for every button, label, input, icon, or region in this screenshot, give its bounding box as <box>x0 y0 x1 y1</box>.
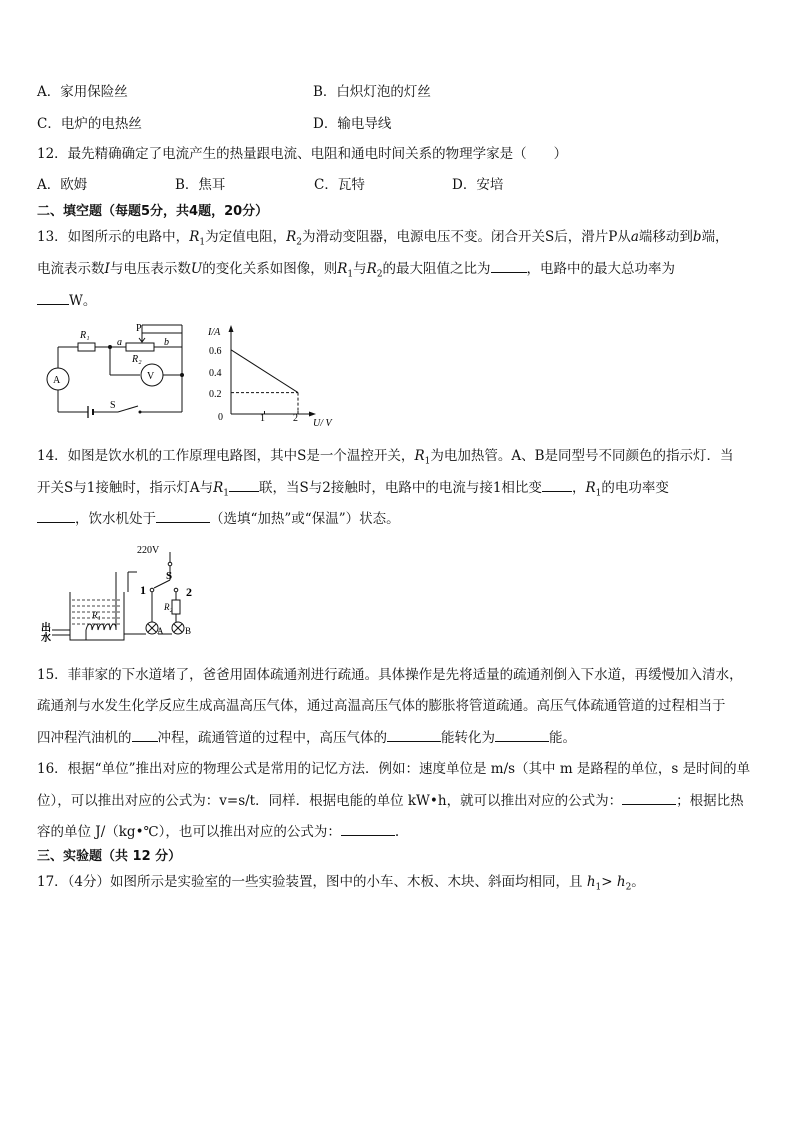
y-tick-label: 0 <box>218 412 223 423</box>
answer-blank[interactable] <box>229 478 259 492</box>
q13-var-u: U <box>190 261 203 277</box>
q15-line-2: 疏通剂与水发生化学反应生成高温高压气体，通过高温高压气体的膨胀将管道疏通。高压气体疏通管道的过程相当于 <box>37 698 726 714</box>
q12-option-c: C．瓦特 <box>314 177 365 193</box>
q14-sub: 1 <box>223 488 229 499</box>
q13-sub: 1 <box>347 269 354 280</box>
q14-text: 14．如图是饮水机的工作原理电路图，其中S是一个温控开关， <box>37 448 415 464</box>
q13-var-r1: R <box>189 229 200 245</box>
answer-blank[interactable] <box>491 259 527 273</box>
label-r1: R₁ <box>80 330 90 341</box>
x-axis-arrow-icon <box>309 412 316 417</box>
answer-blank[interactable] <box>622 791 676 805</box>
q15-text: 能转化为 <box>441 730 495 746</box>
q17-var-h2: h <box>616 874 626 890</box>
q14-var-r1: R <box>585 480 596 496</box>
answer-blank[interactable] <box>387 728 441 742</box>
graph-y-label: I/A <box>208 327 221 338</box>
q17-text: 。 <box>631 874 645 890</box>
q13-var-b: b <box>692 229 702 245</box>
q14-text: 开关S与1接触时，指示灯A与 <box>37 480 214 496</box>
q13-text: 与电压表示数 <box>109 261 191 277</box>
q13-text: 端， <box>701 229 729 245</box>
resistor-r1 <box>78 343 95 351</box>
label-lamp-a: A <box>157 626 164 636</box>
answer-blank[interactable] <box>37 509 75 523</box>
label-2: 2 <box>186 585 192 599</box>
q13-text: 13．如图所示的电路中， <box>37 229 190 245</box>
q14-text: （选填“加热”或“保温”）状态。 <box>210 511 400 527</box>
q17-var-h1: h <box>586 874 596 890</box>
q13-text: 为定值电阻， <box>205 229 287 245</box>
q11-option-d: D．输电导线 <box>313 116 392 132</box>
label-a: a <box>117 337 122 348</box>
q14-sub: 1 <box>595 488 602 499</box>
q16-text: ；根据比热 <box>676 793 744 809</box>
q17-text: > <box>601 874 617 890</box>
q13-circuit-diagram <box>38 320 190 422</box>
y-tick-label: 0.2 <box>209 389 222 400</box>
q14-text: 为电加热管。A、B是同型号不同颜色的指示灯．当 <box>430 448 734 464</box>
x-tick-label: 2 <box>293 413 298 424</box>
q16-text: 容的单位 J/（kg•℃），也可以推出对应的公式为： <box>37 824 341 840</box>
graph-x-label: U/ V <box>313 418 332 429</box>
answer-blank[interactable] <box>495 728 549 742</box>
q12-option-b: B．焦耳 <box>175 177 226 193</box>
q13-text: 电流表示数 <box>37 261 105 277</box>
q13-var-a: a <box>630 229 639 245</box>
label-220v: 220V <box>137 545 160 556</box>
q13-var-r1: R <box>337 261 348 277</box>
label-water-outlet: 出水 <box>38 622 50 642</box>
label-lamp-b: B <box>185 626 192 636</box>
q16-line-2 <box>37 791 744 810</box>
q13-text: 的最大阻值之比为 <box>382 261 491 277</box>
q16-line-1: 16．根据“单位”推出对应的物理公式是常用的记忆方法．例如：速度单位是 m/s（其中 m 是路程的单位，s 是时间的单 <box>37 761 751 777</box>
q13-sub: 2 <box>296 237 302 248</box>
resistor-r2 <box>172 600 180 614</box>
q15-text: 冲程，疏通管道的过程中，高压气体的 <box>157 730 387 746</box>
iu-data-line <box>231 350 298 393</box>
q14-water-dispenser-circuit <box>38 542 204 652</box>
q14-text: ，饮水机处于 <box>75 511 156 527</box>
q17-sub: 2 <box>625 882 632 893</box>
label-p: P <box>136 323 142 334</box>
q12-option-d: D．安培 <box>452 177 504 193</box>
q15-line-3 <box>37 728 576 747</box>
q14-var-r1: R <box>414 448 425 464</box>
q13-line-1 <box>37 228 729 252</box>
label-r2: R₂ <box>132 354 142 365</box>
label-r2: R₂ <box>164 602 173 612</box>
section-experiment-heading: 三、实验题（共 12 分） <box>37 849 182 864</box>
label-s: S <box>166 570 173 582</box>
q13-text: ，电路中的最大总功率为 <box>526 261 676 277</box>
label-r1: R₁ <box>92 610 101 620</box>
q13-unit: W。 <box>69 293 97 309</box>
voltmeter-label: V <box>147 371 155 382</box>
y-axis-arrow-icon <box>229 325 234 332</box>
q12-stem: 12．最先精确确定了电流产生的热量跟电流、电阻和通电时间关系的物理学家是（ ） <box>37 146 568 162</box>
answer-blank[interactable] <box>542 478 572 492</box>
label-b: b <box>164 337 169 348</box>
q17-stem <box>37 873 645 897</box>
q14-line-2 <box>37 478 669 503</box>
answer-blank[interactable] <box>156 509 210 523</box>
answer-blank[interactable] <box>37 291 69 305</box>
q16-text: 位），可以推出对应的公式为：v=s/t．同样．根据电能的单位 kW•h，就可以推出对应的公式为： <box>37 793 623 809</box>
q16-line-3 <box>37 822 399 841</box>
q14-line-1 <box>37 447 734 471</box>
q16-text: . <box>394 824 400 840</box>
q15-text: 能。 <box>549 730 576 746</box>
q13-var-r2: R <box>286 229 297 245</box>
answer-blank[interactable] <box>341 822 395 836</box>
label-1: 1 <box>140 583 146 597</box>
q17-text: 17．（4分）如图所示是实验室的一些实验装置，图中的小车、木板、木块、斜面均相同，且 <box>37 874 587 890</box>
q13-line-2 <box>37 259 675 284</box>
q13-iu-graph <box>205 322 340 432</box>
rheostat-r2 <box>126 343 154 351</box>
q13-sub: 1 <box>199 237 206 248</box>
answer-blank[interactable] <box>132 728 158 742</box>
q14-text: 联，当S与2接触时，电路中的电流与接1相比变 <box>259 480 542 496</box>
q17-sub: 1 <box>595 882 602 893</box>
q13-text: 端移动到 <box>638 229 693 245</box>
q13-line-3 <box>37 291 96 310</box>
q14-var-r1: R <box>213 480 224 496</box>
q13-var-r2: R <box>366 261 377 277</box>
q15-text: 四冲程汽油机的 <box>37 730 132 746</box>
q13-var-i: I <box>104 261 110 277</box>
q12-option-a: A．欧姆 <box>37 177 88 193</box>
q11-option-a: A．家用保险丝 <box>37 84 128 100</box>
q13-text: 的变化关系如图像，则 <box>202 261 338 277</box>
ammeter-label: A <box>53 375 61 386</box>
q14-text: 的电功率变 <box>601 480 669 496</box>
q11-option-b: B．白炽灯泡的灯丝 <box>313 84 431 100</box>
q14-sub: 1 <box>424 456 431 467</box>
q14-text: ， <box>571 480 586 496</box>
q15-line-1: 15．菲菲家的下水道堵了，爸爸用固体疏通剂进行疏通。具体操作是先将适量的疏通剂倒入下水道，再缓慢加入清水， <box>37 667 743 683</box>
q13-text: 为滑动变阻器，电源电压不变。闭合开关S后，滑片P从 <box>302 229 631 245</box>
q13-text: 与 <box>353 261 367 277</box>
section-fill-in-heading: 二、填空题（每题5分，共4题，20分） <box>37 204 269 219</box>
q14-line-3 <box>37 509 400 528</box>
y-tick-label: 0.6 <box>209 346 222 357</box>
x-tick-label: 1 <box>260 413 265 424</box>
heating-coil-r1 <box>86 624 116 630</box>
y-tick-label: 0.4 <box>209 368 222 379</box>
q11-option-c: C．电炉的电热丝 <box>37 116 142 132</box>
switch-label: S <box>110 400 116 411</box>
q13-sub: 2 <box>376 269 383 280</box>
